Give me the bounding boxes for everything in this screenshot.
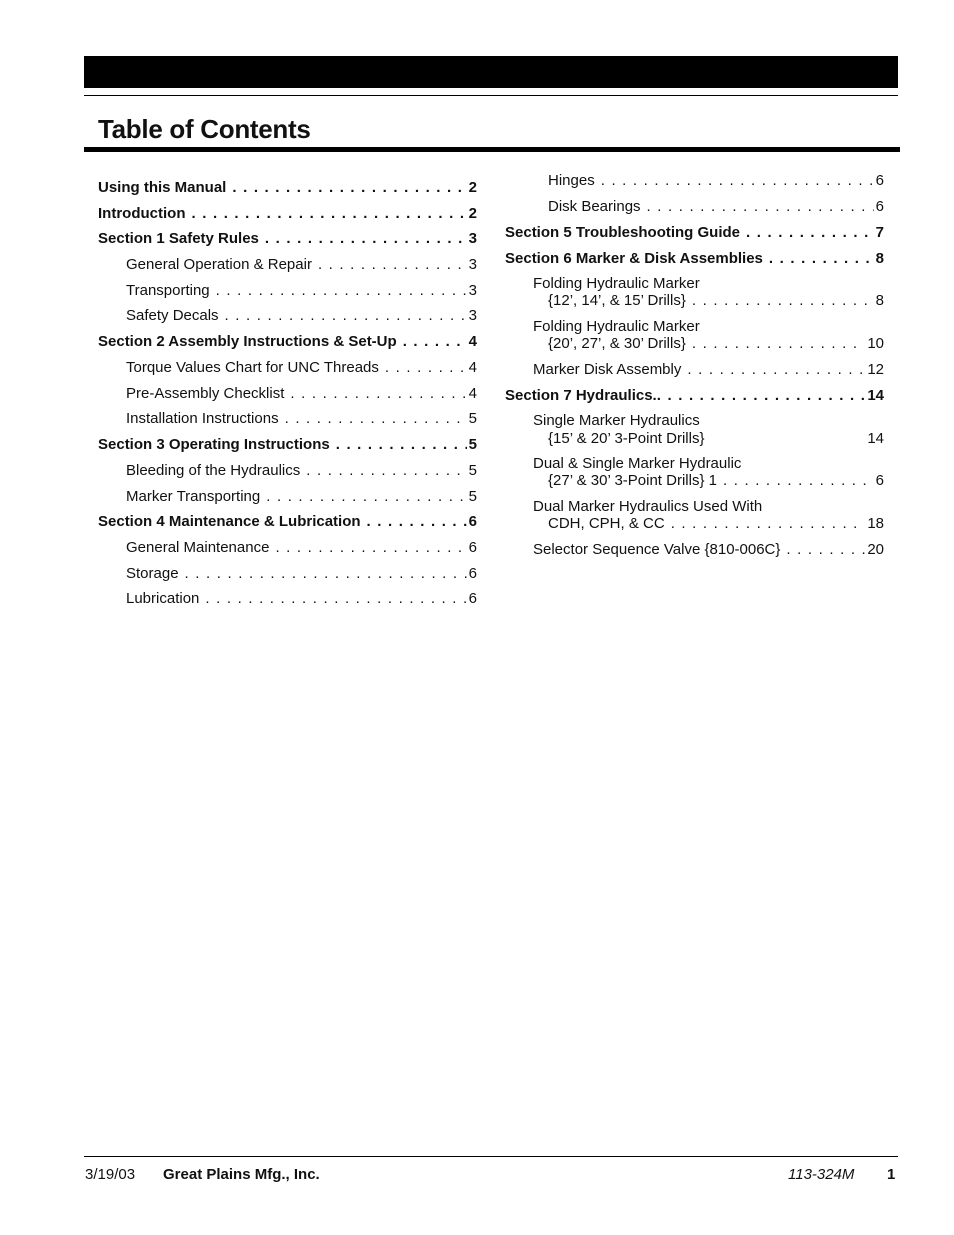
toc-entry-lubrication[interactable]: Lubrication . . . 6 [98,589,477,608]
toc-entry-folding-marker-2-title: Folding Hydraulic Marker [533,318,700,335]
header-rule [84,95,898,96]
toc-entry-marker-disk-assembly[interactable]: Marker Disk Assembly . . . 12 [505,360,884,379]
footer-page-number: 1 [887,1166,896,1183]
toc-entry-section-1[interactable]: Section 1 Safety Rules . . . 3 [98,229,477,248]
toc-entry-section-2[interactable]: Section 2 Assembly Instructions & Set-Up . . . 4 [98,332,477,351]
toc-entry-installation[interactable]: Installation Instructions . . . 5 [98,409,477,428]
toc-entry-section-7[interactable]: Section 7 Hydraulics. . . . 14 [505,386,884,405]
toc-entry-dual-marker-title: Dual Marker Hydraulics Used With [533,498,763,515]
toc-entry-marker-transporting[interactable]: Marker Transporting . . . 5 [98,487,477,506]
footer-company: Great Plains Mfg., Inc. [163,1166,320,1183]
toc-entry-hinges[interactable]: Hinges . . . 6 [505,171,884,190]
toc-entry-general-maintenance[interactable]: General Maintenance . . . 6 [98,538,477,557]
toc-entry-general-operation[interactable]: General Operation & Repair . . . 3 [98,255,477,274]
toc-entry-section-3[interactable]: Section 3 Operating Instructions . . . 5 [98,435,477,454]
toc-entry-section-5[interactable]: Section 5 Troubleshooting Guide . . . 7 [505,223,884,242]
toc-entry-folding-marker-1-title: Folding Hydraulic Marker [533,275,700,292]
toc-entry-single-marker-title: Single Marker Hydraulics [533,412,700,429]
toc-entry-torque-values[interactable]: Torque Values Chart for UNC Threads . . . 4 [98,358,477,377]
header-black-bar [84,56,898,88]
toc-entry-pre-assembly[interactable]: Pre-Assembly Checklist . . . 4 [98,384,477,403]
footer-doc-number: 113-324M [788,1166,855,1183]
toc-entry-disk-bearings[interactable]: Disk Bearings . . . 6 [505,197,884,216]
toc-entry-folding-marker-1[interactable]: {12’, 14’, & 15’ Drills} . . . 8 [505,291,884,310]
title-underline [84,147,900,152]
toc-entry-selector-valve[interactable]: Selector Sequence Valve {810-006C} . . . 20 [505,540,884,559]
toc-entry-safety-decals[interactable]: Safety Decals . . . 3 [98,306,477,325]
toc-entry-transporting[interactable]: Transporting . . . 3 [98,281,477,300]
toc-entry-dual-single-marker[interactable]: {27’ & 30’ 3-Point Drills} 1 . . . 6 [505,471,884,490]
toc-entry-single-marker[interactable]: {15’ & 20’ 3-Point Drills} 14 [548,430,884,447]
toc-entry-section-6[interactable]: Section 6 Marker & Disk Assemblies . . . 8 [505,249,884,268]
page-title: Table of Contents [98,114,311,144]
footer-date: 3/19/03 [85,1166,136,1183]
toc-entry-folding-marker-2[interactable]: {20’, 27’, & 30’ Drills} . . . 10 [505,334,884,353]
toc-entry-bleeding[interactable]: Bleeding of the Hydraulics . . . 5 [98,461,477,480]
toc-entry-introduction[interactable]: Introduction . . . 2 [98,204,477,223]
toc-entry-dual-marker[interactable]: CDH, CPH, & CC . . . 18 [505,514,884,533]
toc-entry-section-4[interactable]: Section 4 Maintenance & Lubrication . . . 6 [98,512,477,531]
toc-entry-dual-single-marker-title: Dual & Single Marker Hydraulic [533,455,742,472]
toc-entry-storage[interactable]: Storage . . . 6 [98,564,477,583]
toc-entry-using-this-manual[interactable]: Using this Manual . . . 2 [98,178,477,197]
footer-rule [84,1156,898,1157]
